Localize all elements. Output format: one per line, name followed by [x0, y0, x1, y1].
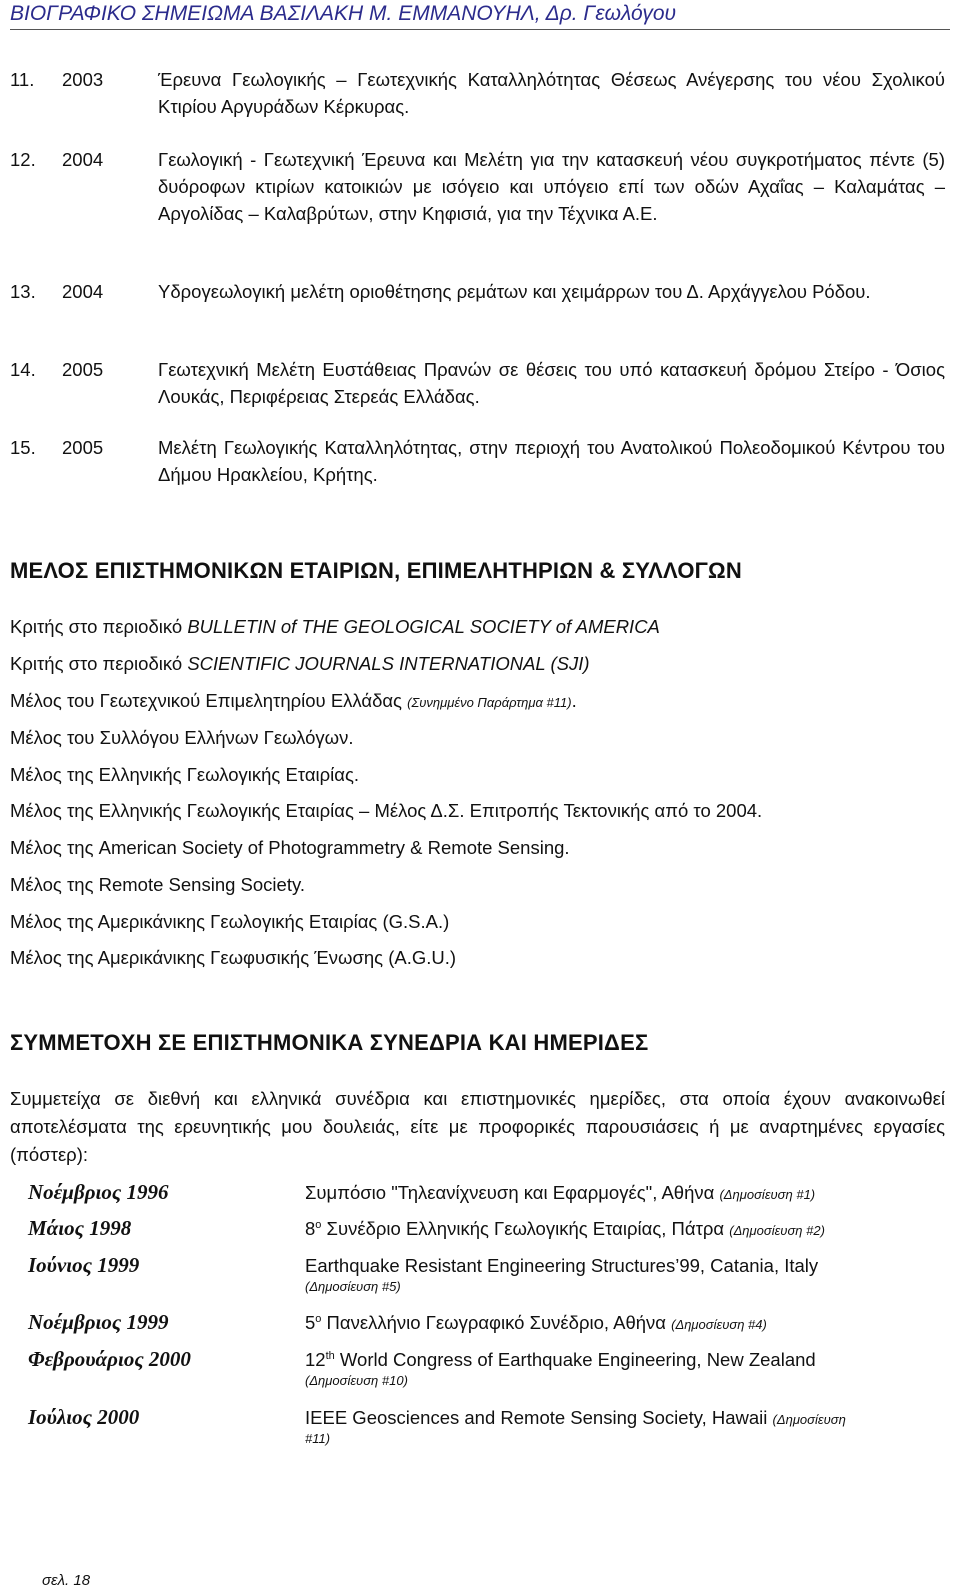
memberships-heading: ΜΕΛΟΣ ΕΠΙΣΤΗΜΟΝΙΚΩΝ ΕΤΑΙΡΙΩΝ, ΕΠΙΜΕΛΗΤΗΡΙΩΝ & ΣΥΛΛΟΓΩΝ: [10, 558, 742, 583]
journal-name: BULLETIN of THE GEOLOGICAL SOCIETY of AMERICA: [187, 616, 660, 637]
publication-note: (Δημοσίευση #10): [305, 1373, 408, 1388]
conference-date: Φεβρουάριος 2000: [28, 1347, 191, 1371]
membership-item: Μέλος της Ελληνικής Γεωλογικής Εταιρίας – Μέλος Δ.Σ. Επιτροπής Τεκτονικής από το 2004.: [10, 800, 763, 821]
conferences-intro: Συμμετείχα σε διεθνή και ελληνικά συνέδρια και επιστημονικές ημερίδες, στα οποία έχουν ανακοινωθεί αποτελέσματα της ερευνητικής μου δουλειάς, είτε με προφορικές παρουσιάσεις ή με αναρτημένες εργασίες (πόστερ):: [10, 1088, 945, 1165]
membership-item: Μέλος της Remote Sensing Society.: [10, 874, 305, 895]
reviewer-prefix: Κριτής στο περιοδικό: [10, 653, 188, 674]
publication-note: (Δημοσίευση #5): [305, 1279, 401, 1294]
publication-note: (Δημοσίευση: [772, 1412, 846, 1427]
project-text: Έρευνα Γεωλογικής – Γεωτεχνικής Καταλληλότητας Θέσεως Ανέγερσης του νέου Σχολικού Κτιρίου Αργυράδων Κέρκυρας.: [158, 69, 945, 117]
publication-note: (Δημοσίευση #4): [671, 1317, 767, 1332]
conference-description: [305, 1407, 945, 1446]
header-title: ΒΙΟΓΡΑΦΙΚΟ ΣΗΜΕΙΩΜΑ ΒΑΣΙΛΑΚΗ Μ. ΕΜΜΑΝΟΥΗΛ, Δρ. Γεωλόγου: [10, 2, 677, 25]
conferences-heading: ΣΥΜΜΕΤΟΧΗ ΣΕ ΕΠΙΣΤΗΜΟΝΙΚΑ ΣΥΝΕΔΡΙΑ ΚΑΙ ΗΜΕΡΙΔΕΣ: [10, 1030, 649, 1055]
conference-description: [305, 1312, 945, 1334]
publication-note: (Δημοσίευση #1): [719, 1187, 816, 1202]
project-number: 13.: [10, 281, 36, 302]
project-item-11: [10, 66, 945, 120]
page-number: σελ. 18: [42, 1572, 91, 1589]
conference-title: Πανελλήνιο Γεωγραφικό Συνέδριο, Αθήνα: [321, 1312, 672, 1333]
project-item-13: [10, 278, 945, 305]
project-text: Γεωλογική - Γεωτεχνική Έρευνα και Μελέτη για την κατασκευή νέου συγκροτήματος πέντε (5) δυόροφων κτιρίων κατοικιών με ισόγειο και υπόγειο επί των οδών Αχαΐας – Καλαμάτας – Αργολίδας – Καλαβρύτων, στην Κηφισιά, για την Τέχνικα Α.Ε.: [158, 149, 945, 224]
project-text: Υδρογεωλογική μελέτη οριοθέτησης ρεμάτων και χειμάρρων του Δ. Αρχάγγελου Ρόδου.: [158, 281, 871, 302]
project-year: 2004: [62, 281, 104, 302]
edition-number: 5: [305, 1312, 316, 1333]
project-year: 2004: [62, 149, 104, 170]
project-year: 2005: [62, 359, 104, 380]
conference-title: Συνέδριο Ελληνικής Γεωλογικής Εταιρίας, Πάτρα: [321, 1218, 730, 1239]
project-number: 11.: [10, 69, 35, 90]
publication-note-continued: #11): [305, 1431, 331, 1446]
appendix-note: (Συνημμένο Παράρτημα #11): [407, 695, 572, 710]
membership-text: Μέλος του Γεωτεχνικού Επιμελητηρίου Ελλάδας: [10, 690, 408, 711]
conference-title: Earthquake Resistant Engineering Structures’99, Catania, Italy: [305, 1255, 819, 1276]
conference-title: Συμπόσιο "Τηλεανίχνευση και Εφαρμογές", Αθήνα: [305, 1182, 720, 1203]
membership-item: Μέλος της Ελληνικής Γεωλογικής Εταιρίας.: [10, 764, 360, 785]
edition-number: 8: [305, 1218, 316, 1239]
edition-number: 12: [305, 1349, 326, 1370]
journal-name: SCIENTIFIC JOURNALS INTERNATIONAL (SJI): [187, 653, 590, 674]
conference-description: [305, 1255, 945, 1294]
ordinal-suffix: ο: [315, 1218, 322, 1231]
conference-title: World Congress of Earthquake Engineering, New Zealand: [334, 1349, 816, 1370]
project-item-12: [10, 146, 945, 227]
conference-description: [305, 1349, 945, 1388]
period: .: [571, 690, 577, 711]
membership-item: Μέλος της Αμερικάνικης Γεωλογικής Εταιρίας (G.S.A.): [10, 911, 450, 932]
project-year: 2003: [62, 69, 104, 90]
conference-date: Μάιος 1998: [28, 1216, 132, 1240]
project-item-14: [10, 356, 945, 410]
conference-title: IEEE Geosciences and Remote Sensing Society, Hawaii: [305, 1407, 773, 1428]
reviewer-line-2: [10, 653, 590, 675]
publication-note: (Δημοσίευση #2): [729, 1223, 825, 1238]
conference-date: Ιούνιος 1999: [28, 1253, 140, 1277]
project-text: Γεωτεχνική Μελέτη Ευστάθειας Πρανών σε θέσεις του υπό κατασκευή δρόμου Στείρο - Όσιος Λουκάς, Περιφέρειας Στερεάς Ελλάδας.: [158, 359, 945, 407]
project-number: 15.: [10, 437, 36, 458]
project-year: 2005: [62, 437, 104, 458]
membership-item: Μέλος της Αμερικάνικης Γεωφυσικής Ένωσης (A.G.U.): [10, 947, 457, 968]
document-header: [10, 2, 950, 30]
membership-item: Μέλος του Συλλόγου Ελλήνων Γεωλόγων.: [10, 727, 354, 748]
membership-gtee: [10, 690, 577, 712]
conference-description: [305, 1182, 945, 1204]
ordinal-suffix: ο: [315, 1312, 322, 1325]
project-text: Μελέτη Γεωλογικής Καταλληλότητας, στην περιοχή του Ανατολικού Πολεοδομικού Κέντρου του Δήμου Ηρακλείου, Κρήτης.: [158, 437, 945, 485]
membership-item: Μέλος της American Society of Photogrammetry & Remote Sensing.: [10, 837, 570, 858]
project-number: 14.: [10, 359, 36, 380]
reviewer-prefix: Κριτής στο περιοδικό: [10, 616, 188, 637]
project-number: 12.: [10, 149, 36, 170]
project-item-15: [10, 434, 945, 488]
conference-date: Νοέμβριος 1999: [28, 1310, 169, 1334]
ordinal-suffix: th: [325, 1349, 335, 1362]
conference-description: [305, 1218, 945, 1240]
conference-date: Ιούλιος 2000: [28, 1405, 140, 1429]
reviewer-line-1: [10, 616, 660, 638]
conference-date: Νοέμβριος 1996: [28, 1180, 169, 1204]
